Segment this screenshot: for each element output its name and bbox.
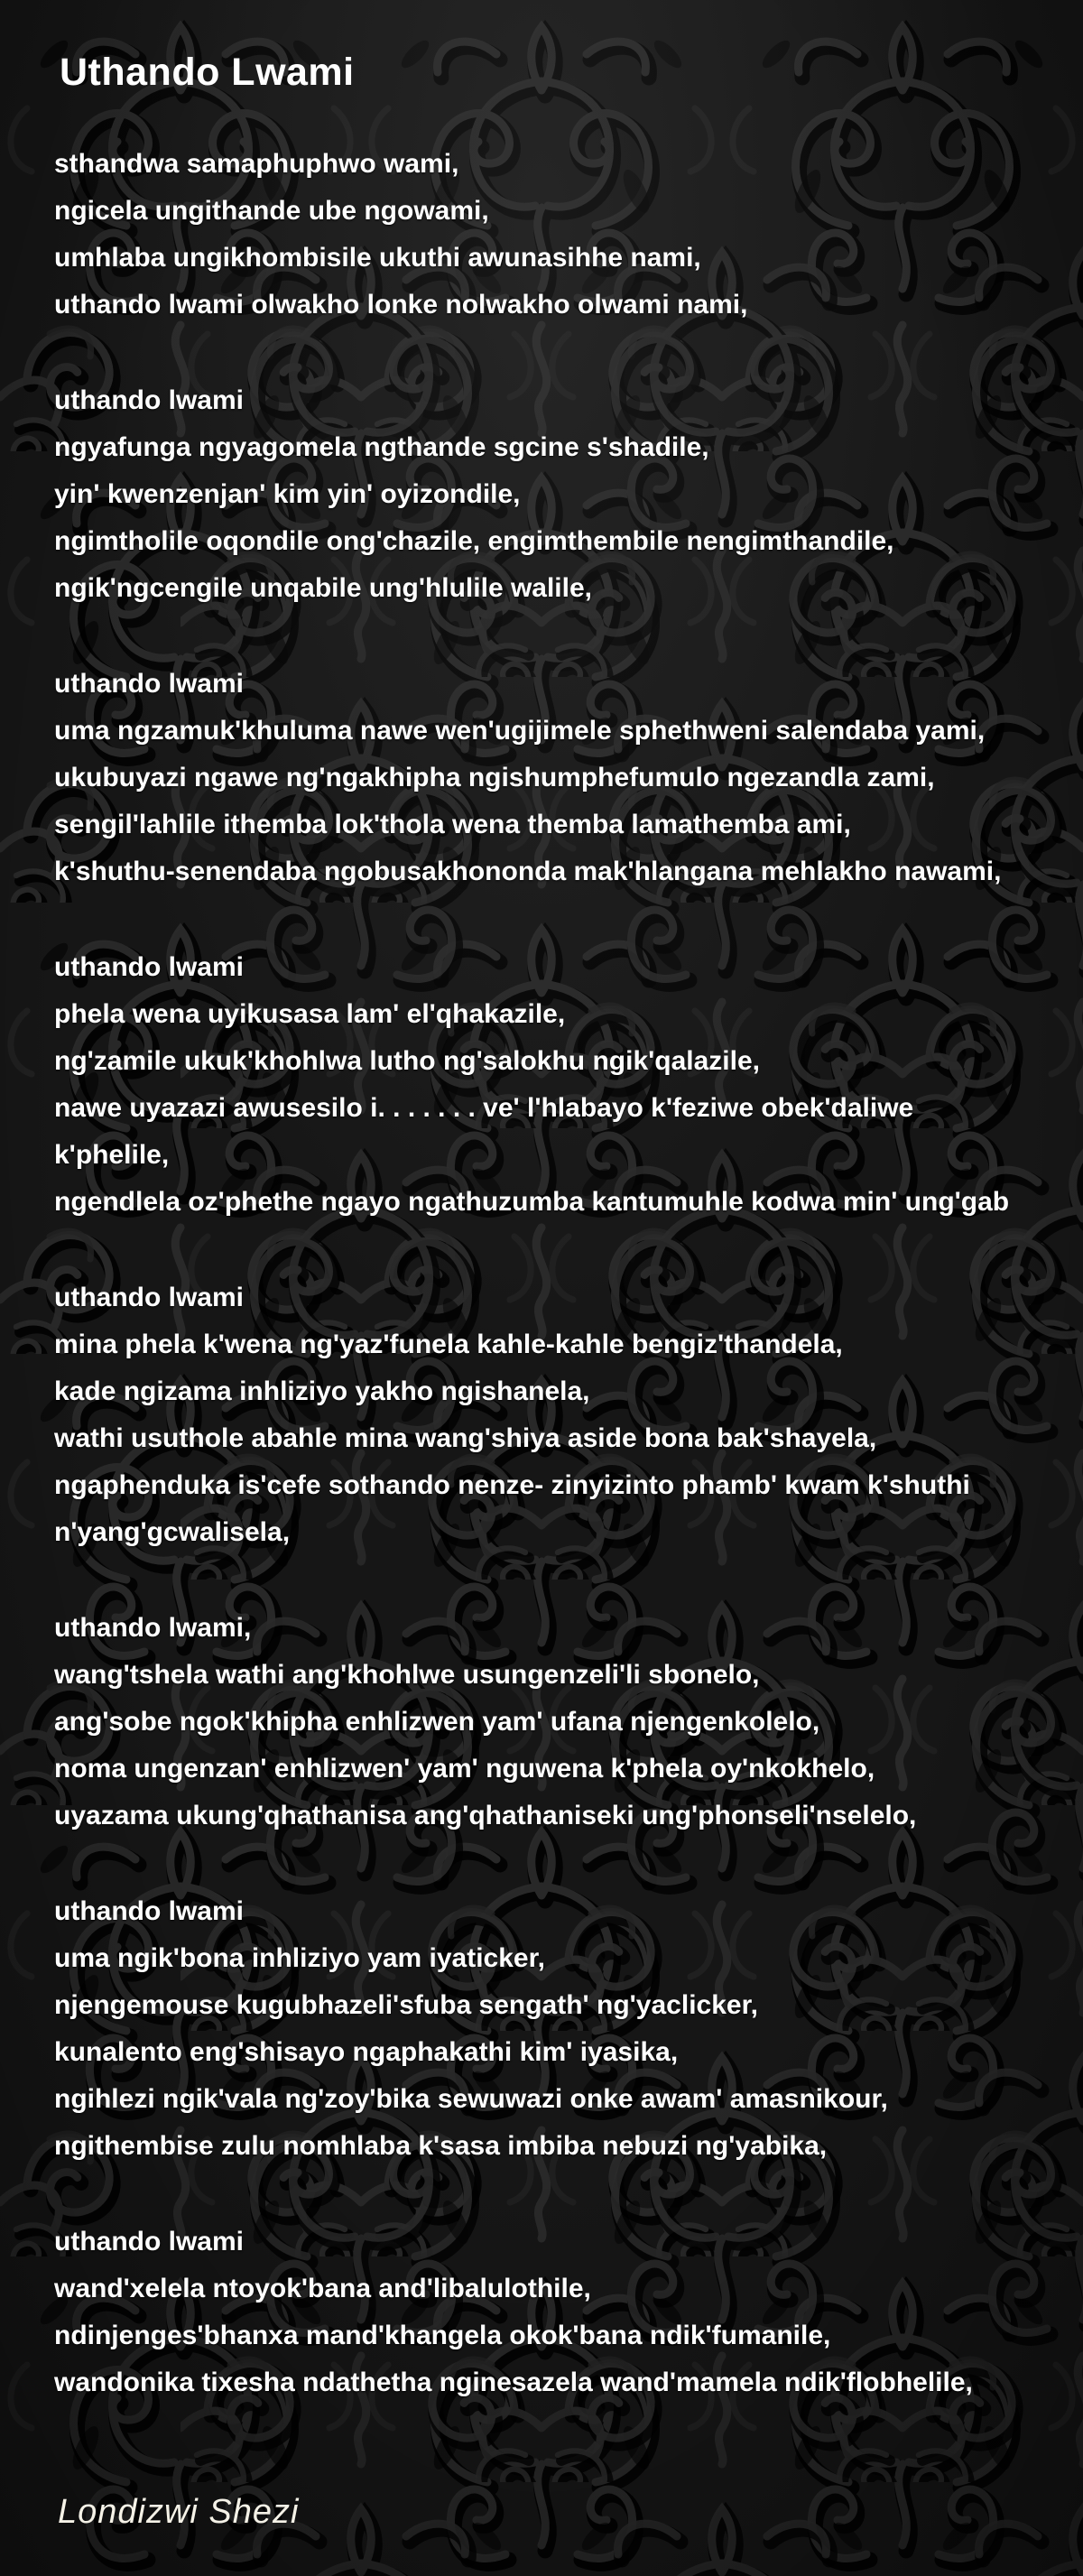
poem-line: phela wena uyikusasa lam' el'qhakazile, xyxy=(54,999,566,1029)
poem-line: uma ngik'bona inhliziyo yam iyaticker, xyxy=(54,1943,545,1973)
poem-line: n'yang'gcwalisela, xyxy=(54,1517,291,1547)
poem-line: uthando lwami xyxy=(54,2227,244,2256)
poem-line: ng'zamile ukuk'khohlwa lutho ng'salokhu ngik'qalazile, xyxy=(54,1046,760,1076)
poem-line: uthando lwami xyxy=(54,385,244,415)
poem-line: ngik'ngcengile unqabile ung'hlulile walile, xyxy=(54,573,593,603)
poem-line: noma ungenzan' enhlizwen' yam' nguwena k'phela oy'nkokhelo, xyxy=(54,1754,875,1784)
poem-line: ngendlela oz'phethe ngayo ngathuzumba kantumuhle kodwa min' ung'gab xyxy=(54,1187,1010,1217)
stanza xyxy=(54,2219,1083,2406)
poem-line: sengil'lahlile ithemba lok'thola wena themba lamathemba ami, xyxy=(54,810,851,839)
poem-line: ngaphenduka is'cefe sothando nenze- zinyizinto phamb' kwam k'shuthi xyxy=(54,1470,970,1500)
poem-line: k'shuthu-senendaba ngobusakhononda mak'hlangana mehlakho nawami, xyxy=(54,857,1002,886)
poem-line: wang'tshela wathi ang'khohlwe usungenzeli'li sbonelo, xyxy=(54,1660,760,1690)
poem-line: umhlaba ungikhombisile ukuthi awunasihhe nami, xyxy=(54,243,701,273)
poem-line: uthando lwami olwakho lonke nolwakho olwami nami, xyxy=(54,290,748,320)
poem-line: k'phelile, xyxy=(54,1140,170,1170)
poem-line: ngyafunga ngyagomela ngthande sgcine s'shadile, xyxy=(54,432,709,462)
poem-line: uthando lwami, xyxy=(54,1613,252,1643)
poem-line: ukubuyazi ngawe ng'ngakhipha ngishumphefumulo ngezandla zami, xyxy=(54,763,935,792)
stanza xyxy=(54,1888,1083,2170)
poem-line: kade ngizama inhliziyo yakho ngishanela, xyxy=(54,1376,590,1406)
poem-line: ngithembise zulu nomhlaba k'sasa imbiba nebuzi ng'yabika, xyxy=(54,2131,828,2161)
stanza xyxy=(54,1274,1083,1556)
poem-title: Uthando Lwami xyxy=(60,51,355,94)
poem-line: uthando lwami xyxy=(54,669,244,699)
poem-line: uthando lwami xyxy=(54,1283,244,1312)
poem-content xyxy=(54,49,1083,2532)
poem-line: ngimtholile oqondile ong'chazile, engimthembile nengimthandile, xyxy=(54,526,894,556)
poem-line: mina phela k'wena ng'yaz'funela kahle-kahle bengiz'thandela, xyxy=(54,1330,843,1359)
poem-line: wand'xelela ntoyok'bana and'libalulothile, xyxy=(54,2274,591,2303)
poem-line: ngihlezi ngik'vala ng'zoy'bika sewuwazi onke awam' amasnikour, xyxy=(54,2084,888,2114)
poem-line: uyazama ukung'qhathanisa ang'qhathaniseki ung'phonseli'nselelo, xyxy=(54,1801,917,1830)
poem-line: ngicela ungithande ube ngowami, xyxy=(54,196,489,226)
stanza xyxy=(54,141,1083,329)
poem-body xyxy=(54,141,1083,2406)
poem-line: kunalento eng'shisayo ngaphakathi kim' iyasika, xyxy=(54,2037,679,2067)
poem-line: wandonika tixesha ndathetha nginesazela wand'mamela ndik'flobhelile, xyxy=(54,2368,973,2397)
poet-signature: Londizwi Shezi xyxy=(58,2493,300,2531)
poem-line: yin' kwenzenjan' kim yin' oyizondile, xyxy=(54,479,521,509)
stanza xyxy=(54,661,1083,895)
stanza xyxy=(54,944,1083,1226)
stanza xyxy=(54,377,1083,612)
poem-line: wathi usuthole abahle mina wang'shiya aside bona bak'shayela, xyxy=(54,1423,877,1453)
poem-line: nawe uyazazi awusesilo i. . . . . . . ve' l'hlabayo k'feziwe obek'daliwe xyxy=(54,1093,914,1123)
poem-line: njengemouse kugubhazeli'sfuba sengath' ng'yaclicker, xyxy=(54,1990,758,2020)
poem-line: ang'sobe ngok'khipha enhlizwen yam' ufana njengenkolelo, xyxy=(54,1707,820,1737)
poem-line: sthandwa samaphuphwo wami, xyxy=(54,149,459,179)
poem-line: uthando lwami xyxy=(54,952,244,982)
poem-line: ndinjenges'bhanxa mand'khangela okok'bana ndik'fumanile, xyxy=(54,2321,831,2350)
stanza xyxy=(54,1605,1083,1839)
poem-line: uma ngzamuk'khuluma nawe wen'ugijimele sphethweni salendaba yami, xyxy=(54,716,986,746)
poem-line: uthando lwami xyxy=(54,1896,244,1926)
